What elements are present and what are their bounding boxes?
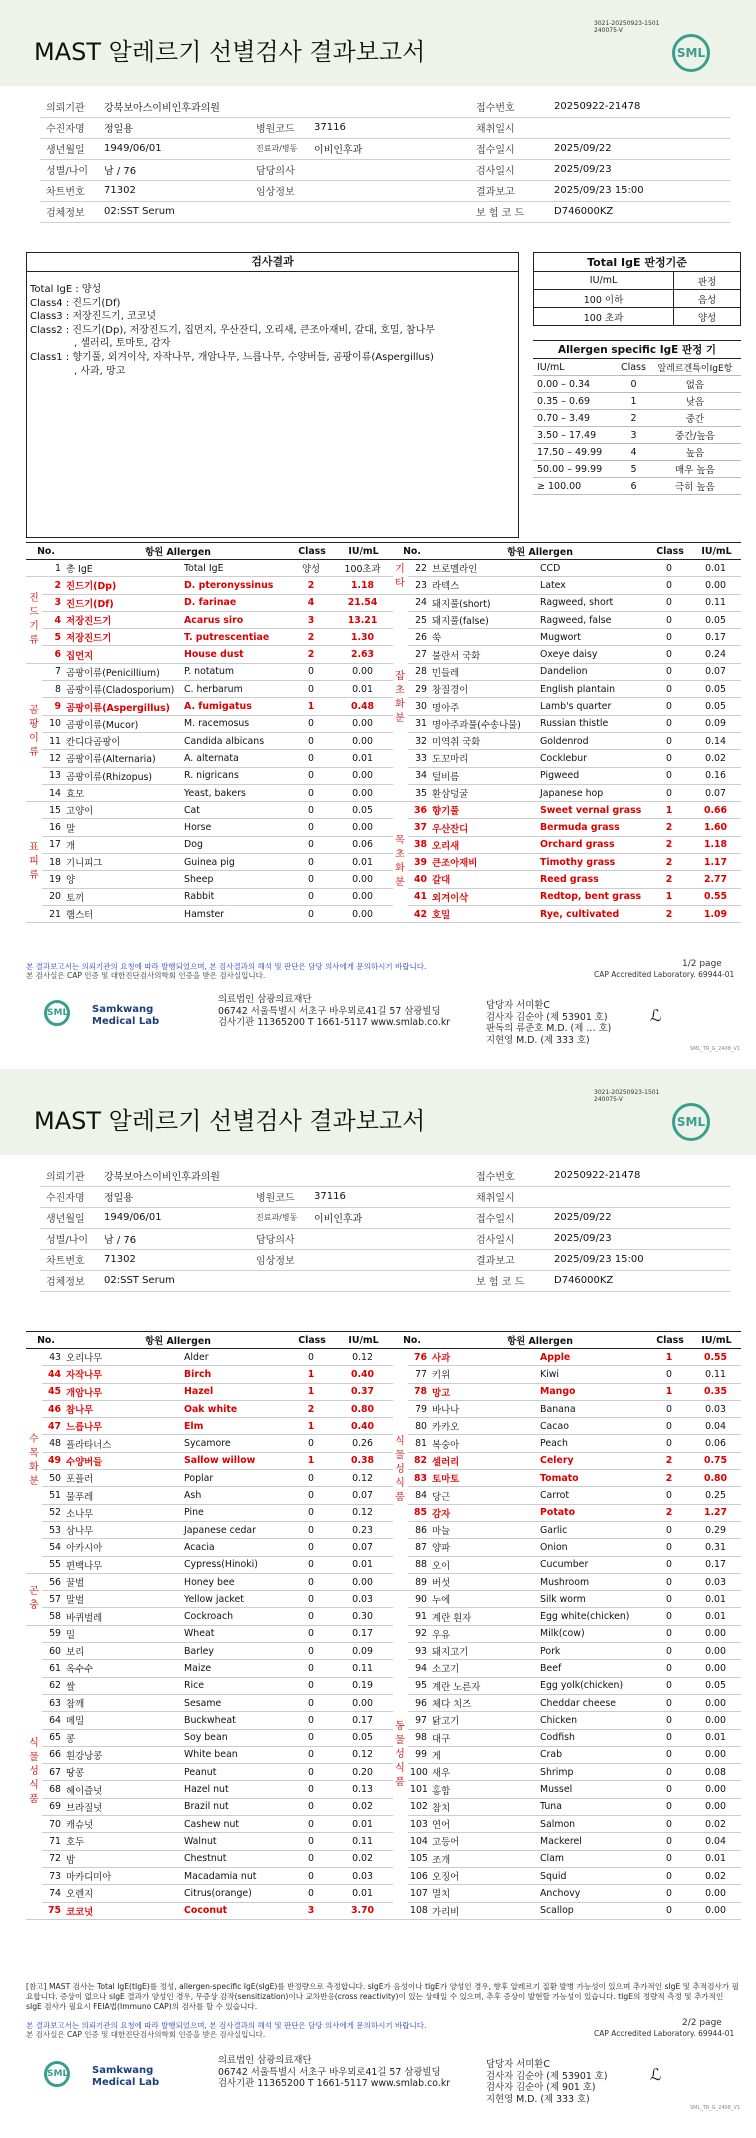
allergen-row: 54 아카시아 Acacia 0 0.07	[26, 1539, 393, 1556]
allergen-row: 44 자작나무 Birch 1 0.40	[26, 1366, 393, 1383]
report-page-2	[0, 1069, 756, 2138]
allergen-group-label: 수 목 화 분	[26, 1349, 42, 1574]
doc-code: 3021-20250923-1501 240075-V	[594, 20, 660, 34]
allergen-row: 84 당근 Carrot 0 0.25	[392, 1487, 741, 1504]
allergen-row: 진 드 기 류 2 진드기(Dp) D. pteronyssinus 2 1.18	[26, 577, 393, 594]
signatures: 담당자 서미환C 검사자 김순아 (제 53901 호) 검사자 김순아 (제 901 호) 지현영 M.D. (제 333 호)	[486, 2059, 608, 2105]
result-line: Total IgE : 양성	[30, 284, 102, 295]
result-line: Class1 : 향기풀, 외겨이삭, 자작나무, 개암나무, 느릅나무, 수양버들, 곰팡이류(Aspergillus)	[30, 351, 434, 363]
report-title: MAST 알레르기 선별검사 결과보고서	[34, 38, 426, 66]
allergen-row: 42 호밀 Rye, cultivated 2 1.09	[392, 905, 741, 922]
result-line: , 셀러리, 토마토, 감자	[74, 338, 171, 350]
allergen-row: 5 저장진드기 T. putrescentiae 2 1.30	[26, 629, 393, 646]
allergen-row: 97 닭고기 Chicken 0 0.00	[392, 1712, 741, 1729]
criteria-row: 50.00 – 99.99 5 매우 높음	[533, 461, 741, 478]
allergen-row: 31 명아주과풀(수송나물) Russian thistle 0 0.09	[392, 715, 741, 732]
allergen-row: 95 계란 노른자 Egg yolk(chicken) 0 0.05	[392, 1677, 741, 1694]
allergen-row: 수 목 화 분 43 오리나무 Alder 0 0.12	[26, 1349, 393, 1366]
allergen-row: 39 큰조아재비 Timothy grass 2 1.17	[392, 854, 741, 871]
allergen-row: 51 물푸레 Ash 0 0.07	[26, 1487, 393, 1504]
criteria-row: 0.70 – 3.49 2 중간	[533, 410, 741, 427]
allergen-group-label: 식 물 성 식 품	[392, 1349, 408, 1591]
allergen-header-row: No. 항원 Allergen Class IU/mL	[392, 543, 741, 560]
allergen-row: 69 브라질넛 Brazil nut 0 0.02	[26, 1798, 393, 1815]
doc-code: 3021-20250923-1501 240075-V	[594, 1089, 660, 1103]
allergen-row: 83 토마토 Tomato 2 0.80	[392, 1470, 741, 1487]
allergen-row: 37 우산잔디 Bermuda grass 2 1.60	[392, 819, 741, 836]
allergen-group-label: 목 초 화 분	[392, 802, 408, 923]
allergen-row: 78 망고 Mango 1 0.35	[392, 1383, 741, 1400]
cap-accredited: CAP Accredited Laboratory. 69944-01	[594, 2029, 735, 2038]
allergen-row: 103 연어 Salmon 0 0.02	[392, 1816, 741, 1833]
allergen-row: 106 오징어 Squid 0 0.02	[392, 1867, 741, 1884]
test-result-body	[30, 283, 515, 378]
allergen-row: 67 땅콩 Peanut 0 0.20	[26, 1764, 393, 1781]
allergen-row: 45 개암나무 Hazel 1 0.37	[26, 1383, 393, 1400]
allergen-row: 46 참나무 Oak white 2 0.80	[26, 1400, 393, 1417]
allergen-row: 47 느릅나무 Elm 1 0.40	[26, 1418, 393, 1435]
allergen-row: 96 체다 치즈 Cheddar cheese 0 0.00	[392, 1694, 741, 1711]
patient-info-table: 의뢰기관 강북보아스이비인후과의원 접수번호 20250922-21478 수진자명 정일용 병원코드 37116 채취일시 생년월일 1949/06/01 진료과/병동 이비인후과 접수일시 2025/09/22 성별/나이 남 / 76 담당의사 검사일시 2025/09/23 차트번호 71302 임상정보 결과보고 2025/09/23 15:00 검체정보 02:SST Serum 보 험 코 드 D746000KZ	[40, 96, 730, 223]
allergen-group-label: 표 피 류	[26, 802, 42, 923]
allergen-row: 17 개 Dog 0 0.06	[26, 836, 393, 853]
allergen-row: 40 갈대 Reed grass 2 2.77	[392, 871, 741, 888]
allergen-row: 32 미역취 국화 Goldenrod 0 0.14	[392, 732, 741, 749]
test-result-box	[26, 252, 519, 538]
allergen-group-label: 동 물 성 식 품	[392, 1591, 408, 1920]
allergen-group-label: 잡 초 화 분	[392, 594, 408, 802]
allergen-row: 41 외겨이삭 Redtop, bent grass 1 0.55	[392, 888, 741, 905]
allergen-row: 60 보리 Barley 0 0.09	[26, 1643, 393, 1660]
allergen-row: 잡 초 화 분 24 돼지풀(short) Ragweed, short 0 0.11	[392, 594, 741, 611]
lab-name: Samkwang Medical Lab	[92, 1004, 160, 1027]
allergen-header-row: No. 항원 Allergen Class IU/mL	[26, 1332, 393, 1349]
allergen-row: 86 마늘 Garlic 0 0.29	[392, 1521, 741, 1538]
caution-note: 본 결과보고서는 의뢰기관의 요청에 따라 발행되었으며, 본 검사결과의 해석 및 판단은 담당 의사에게 문의하시기 바랍니다. 본 검사실은 CAP 인증 및 대한진단검사의학회 인증을 받은 검사실입니다.	[26, 2021, 427, 2039]
allergen-row: 27 불란서 국화 Oxeye daisy 0 0.24	[392, 646, 741, 663]
allergen-group-label: 곤 충	[26, 1573, 42, 1625]
allergen-row: 63 참깨 Sesame 0 0.00	[26, 1694, 393, 1711]
allergen-row: 93 돼지고기 Pork 0 0.00	[392, 1643, 741, 1660]
allergen-row: 23 라텍스 Latex 0 0.00	[392, 577, 741, 594]
allergen-row: 89 버섯 Mushroom 0 0.03	[392, 1573, 741, 1590]
allergen-header-row: No. 항원 Allergen Class IU/mL	[392, 1332, 741, 1349]
allergen-row: 14 효모 Yeast, bakers 0 0.00	[26, 784, 393, 801]
test-result-title: 검사결과	[27, 253, 518, 272]
allergen-row: 74 오렌지 Citrus(orange) 0 0.01	[26, 1885, 393, 1902]
allergen-row: 19 양 Sheep 0 0.00	[26, 871, 393, 888]
allergen-row: 16 말 Horse 0 0.00	[26, 819, 393, 836]
allergen-row: 91 계란 흰자 Egg white(chicken) 0 0.01	[392, 1608, 741, 1625]
allergen-row: 98 대구 Codfish 0 0.01	[392, 1729, 741, 1746]
allergen-row: 107 멸치 Anchovy 0 0.00	[392, 1885, 741, 1902]
allergen-group-label: 기 타	[392, 560, 408, 595]
form-code: SML_TR_G_2408_V1	[690, 2105, 741, 2111]
criteria-row: 0.00 – 0.34 0 없음	[533, 376, 741, 393]
allergen-row: 52 소나무 Pine 0 0.12	[26, 1504, 393, 1521]
allergen-row: 72 밤 Chestnut 0 0.02	[26, 1850, 393, 1867]
page-number: 2/2 page	[682, 2018, 722, 2028]
result-line: , 사과, 망고	[74, 365, 126, 377]
allergen-row: 38 오리새 Orchard grass 2 1.18	[392, 836, 741, 853]
allergen-row: 77 키위 Kiwi 0 0.11	[392, 1366, 741, 1383]
cap-accredited: CAP Accredited Laboratory. 69944-01	[594, 970, 735, 979]
allergen-row: 104 고등어 Mackerel 0 0.04	[392, 1833, 741, 1850]
criteria-row: 17.50 – 49.99 4 높음	[533, 444, 741, 461]
total-ige-criteria-table: Total IgE 판정기준 IU/mL 판정 100 이하 음성 100 초과 양성	[533, 252, 741, 326]
lab-name: Samkwang Medical Lab	[92, 2065, 160, 2088]
signature-mark: ℒ	[650, 1006, 662, 1025]
result-line: Class3 : 저장진드기, 코코넛	[30, 311, 157, 323]
allergen-row: 75 코코넛 Coconut 3 3.70	[26, 1902, 393, 1919]
allergen-row: 28 민들레 Dandelion 0 0.07	[392, 663, 741, 680]
allergen-row: 65 콩 Soy bean 0 0.05	[26, 1729, 393, 1746]
allergen-row: 6 집먼지 House dust 2 2.63	[26, 646, 393, 663]
lab-address: 의료법인 삼광의료재단 06742 서울특별시 서초구 바우뫼로41길 57 삼광빌딩 검사기관 11365200 T 1661-5117 www.smlab.co.kr	[218, 994, 451, 1029]
patient-info-table: 의뢰기관 강북보아스이비인후과의원 접수번호 20250922-21478 수진자명 정일용 병원코드 37116 채취일시 생년월일 1949/06/01 진료과/병동 이비인후과 접수일시 2025/09/22 성별/나이 남 / 76 담당의사 검사일시 2025/09/23 차트번호 71302 임상정보 결과보고 2025/09/23 15:00 검체정보 02:SST Serum 보 험 코 드 D746000KZ	[40, 1165, 730, 1292]
allergen-row: 3 진드기(Df) D. farinae 4 21.54	[26, 594, 393, 611]
allergen-row: 61 옥수수 Maize 0 0.11	[26, 1660, 393, 1677]
allergen-row: 68 헤이즐넛 Hazel nut 0 0.13	[26, 1781, 393, 1798]
allergen-row: 목 초 화 분 36 향기풀 Sweet vernal grass 1 0.66	[392, 802, 741, 819]
allergen-group-label: 곰 팡 이 류	[26, 663, 42, 801]
allergen-row: 55 편백나무 Cypress(Hinoki) 0 0.01	[26, 1556, 393, 1573]
allergen-row: 20 토끼 Rabbit 0 0.00	[26, 888, 393, 905]
allergen-row: 70 캐슈넛 Cashew nut 0 0.01	[26, 1816, 393, 1833]
allergen-row: 94 소고기 Beef 0 0.00	[392, 1660, 741, 1677]
allergen-row: 82 셀러리 Celery 2 0.75	[392, 1452, 741, 1469]
allergen-row: 표 피 류 15 고양이 Cat 0 0.05	[26, 802, 393, 819]
allergen-group-label: 진 드 기 류	[26, 577, 42, 663]
allergen-row: 102 참치 Tuna 0 0.00	[392, 1798, 741, 1815]
allergen-row: 29 창질경이 English plantain 0 0.05	[392, 681, 741, 698]
allergen-row: 9 곰팡이류(Aspergillus) A. fumigatus 1 0.48	[26, 698, 393, 715]
samkwang-logo-icon: SML	[44, 2061, 70, 2087]
allergen-row: 92 우유 Milk(cow) 0 0.00	[392, 1625, 741, 1642]
allergen-row: 79 바나나 Banana 0 0.03	[392, 1400, 741, 1417]
samkwang-logo-icon: SML	[44, 1000, 70, 1026]
criteria-row: ≥ 100.00 6 극히 높음	[533, 478, 741, 495]
allergen-row: 12 곰팡이류(Alternaria) A. alternata 0 0.01	[26, 750, 393, 767]
allergen-row: 10 곰팡이류(Mucor) M. racemosus 0 0.00	[26, 715, 393, 732]
allergen-row: 1 총 IgE Total IgE 양성 100초과	[26, 560, 393, 577]
allergen-row: 49 수양버들 Sallow willow 1 0.38	[26, 1452, 393, 1469]
form-code: SML_TR_G_2408_V1	[690, 1046, 741, 1052]
allergen-row: 13 곰팡이류(Rhizopus) R. nigricans 0 0.00	[26, 767, 393, 784]
allergen-row: 108 가리비 Scallop 0 0.00	[392, 1902, 741, 1919]
allergen-row: 8 곰팡이류(Cladosporium) C. herbarum 0 0.01	[26, 681, 393, 698]
signature-mark: ℒ	[650, 2065, 662, 2084]
allergen-row: 87 양파 Onion 0 0.31	[392, 1539, 741, 1556]
allergen-table-right	[392, 542, 741, 923]
page-number: 1/2 page	[682, 959, 722, 969]
allergen-row: 48 플라타너스 Sycamore 0 0.26	[26, 1435, 393, 1452]
allergen-table-left	[26, 1331, 393, 1920]
allergen-row: 64 메밀 Buckwheat 0 0.17	[26, 1712, 393, 1729]
signatures: 담당자 서미환C 검사자 김순아 (제 53901 호) 판독의 류준호 M.D. (제 … 호) 지현영 M.D. (제 333 호)	[486, 1000, 612, 1046]
reference-note: [참고] MAST 검사는 Total IgE(tIgE)를 정성, allergen-specific IgE(sIgE)를 반정량으로 측정합니다. sIgE가 음성이나 tIgE가 양성인 경우, 향후 알레르기 질환 발병 가능성이 있으며 추가적인 sIgE 및 추적검사가 필요합니다. 증상이 없으나 sIgE 결과가 양성인 경우, 무증상 감작(sensitization)이나 교차반응(cross reactivity)이 있는 상태일 수 있으며, 추후 증상이 발현할 가능성이 있습니다. tIgE의 정량적 측정 및 추가적인 sIgE 검사가 필요시 FEIA법(Immuno CAP)의 검사를 할 수 있습니다.	[26, 1982, 739, 2011]
allergen-group-label: 식 물 성 식 품	[26, 1625, 42, 1919]
criteria-row: 0.35 – 0.69 1 낮음	[533, 393, 741, 410]
allergen-row: 35 환삼덩굴 Japanese hop 0 0.07	[392, 784, 741, 801]
lab-address: 의료법인 삼광의료재단 06742 서울특별시 서초구 바우뫼로41길 57 삼광빌딩 검사기관 11365200 T 1661-5117 www.smlab.co.kr	[218, 2055, 451, 2090]
allergen-row: 58 바퀴벌레 Cockroach 0 0.30	[26, 1608, 393, 1625]
result-line: Class2 : 진드기(Dp), 저장진드기, 집먼지, 우산잔디, 오리새, 큰조아재비, 갈대, 호밀, 참나무	[30, 324, 435, 336]
allergen-row: 기 타 22 브로멜라인 CCD 0 0.01	[392, 560, 741, 577]
allergen-row: 동 물 성 식 품 90 누에 Silk worm 0 0.01	[392, 1591, 741, 1608]
sml-logo: SML	[672, 1103, 710, 1141]
result-line: Class4 : 진드기(Df)	[30, 297, 121, 309]
allergen-table-right	[392, 1331, 741, 1920]
allergen-header-row: No. 항원 Allergen Class IU/mL	[26, 543, 393, 560]
criteria-row: 3.50 – 17.49 3 중간/높음	[533, 427, 741, 444]
allergen-row: 73 마카디미아 Macadamia nut 0 0.03	[26, 1867, 393, 1884]
allergen-row: 33 도꼬마리 Cocklebur 0 0.02	[392, 750, 741, 767]
allergen-row: 식 물 성 식 품 76 사과 Apple 1 0.55	[392, 1349, 741, 1366]
allergen-row: 34 털비름 Pigweed 0 0.16	[392, 767, 741, 784]
allergen-row: 85 감자 Potato 2 1.27	[392, 1504, 741, 1521]
allergen-row: 81 복숭아 Peach 0 0.06	[392, 1435, 741, 1452]
specific-ige-criteria-table: Allergen specific IgE 판정 기 IU/mL Class 알레르겐특이IgE항 0.00 – 0.34 0 없음 0.35 – 0.69 1 낮음 0.70 – 3.49 2 중간 3.50 – 17.49 3 중간/높음 17.50 – 49.99 4 높음 50.00 – 99.99 5 매우 높음 ≥ 100.00 6 극히 높음	[533, 340, 741, 495]
allergen-row: 88 오이 Cucumber 0 0.17	[392, 1556, 741, 1573]
allergen-row: 식 물 성 식 품 59 밀 Wheat 0 0.17	[26, 1625, 393, 1642]
sml-logo: SML	[672, 34, 710, 72]
allergen-row: 4 저장진드기 Acarus siro 3 13.21	[26, 611, 393, 628]
allergen-row: 18 기니피그 Guinea pig 0 0.01	[26, 854, 393, 871]
allergen-row: 53 삼나무 Japanese cedar 0 0.23	[26, 1521, 393, 1538]
caution-note: 본 결과보고서는 의뢰기관의 요청에 따라 발행되었으며, 본 검사결과의 해석 및 판단은 담당 의사에게 문의하시기 바랍니다. 본 검사실은 CAP 인증 및 대한진단검사의학회 인증을 받은 검사실입니다.	[26, 962, 427, 980]
allergen-row: 30 명아주 Lamb's quarter 0 0.05	[392, 698, 741, 715]
allergen-row: 곤 충 56 꿀벌 Honey bee 0 0.00	[26, 1573, 393, 1590]
allergen-table-left	[26, 542, 393, 923]
allergen-row: 105 조개 Clam 0 0.01	[392, 1850, 741, 1867]
allergen-row: 25 돼지풀(false) Ragweed, false 0 0.05	[392, 611, 741, 628]
allergen-row: 21 햄스터 Hamster 0 0.00	[26, 905, 393, 922]
allergen-row: 80 카카오 Cacao 0 0.04	[392, 1418, 741, 1435]
report-title: MAST 알레르기 선별검사 결과보고서	[34, 1107, 426, 1135]
allergen-row: 11 칸디다곰팡이 Candida albicans 0 0.00	[26, 732, 393, 749]
allergen-row: 101 홍합 Mussel 0 0.00	[392, 1781, 741, 1798]
allergen-row: 66 흰강낭콩 White bean 0 0.12	[26, 1746, 393, 1763]
allergen-row: 71 호두 Walnut 0 0.11	[26, 1833, 393, 1850]
allergen-row: 100 새우 Shrimp 0 0.08	[392, 1764, 741, 1781]
allergen-row: 50 포플러 Poplar 0 0.12	[26, 1470, 393, 1487]
allergen-row: 곰 팡 이 류 7 곰팡이류(Penicillium) P. notatum 0 0.00	[26, 663, 393, 680]
allergen-row: 99 게 Crab 0 0.00	[392, 1746, 741, 1763]
allergen-row: 26 쑥 Mugwort 0 0.17	[392, 629, 741, 646]
allergen-row: 62 쌀 Rice 0 0.19	[26, 1677, 393, 1694]
allergen-row: 57 말벌 Yellow jacket 0 0.03	[26, 1591, 393, 1608]
